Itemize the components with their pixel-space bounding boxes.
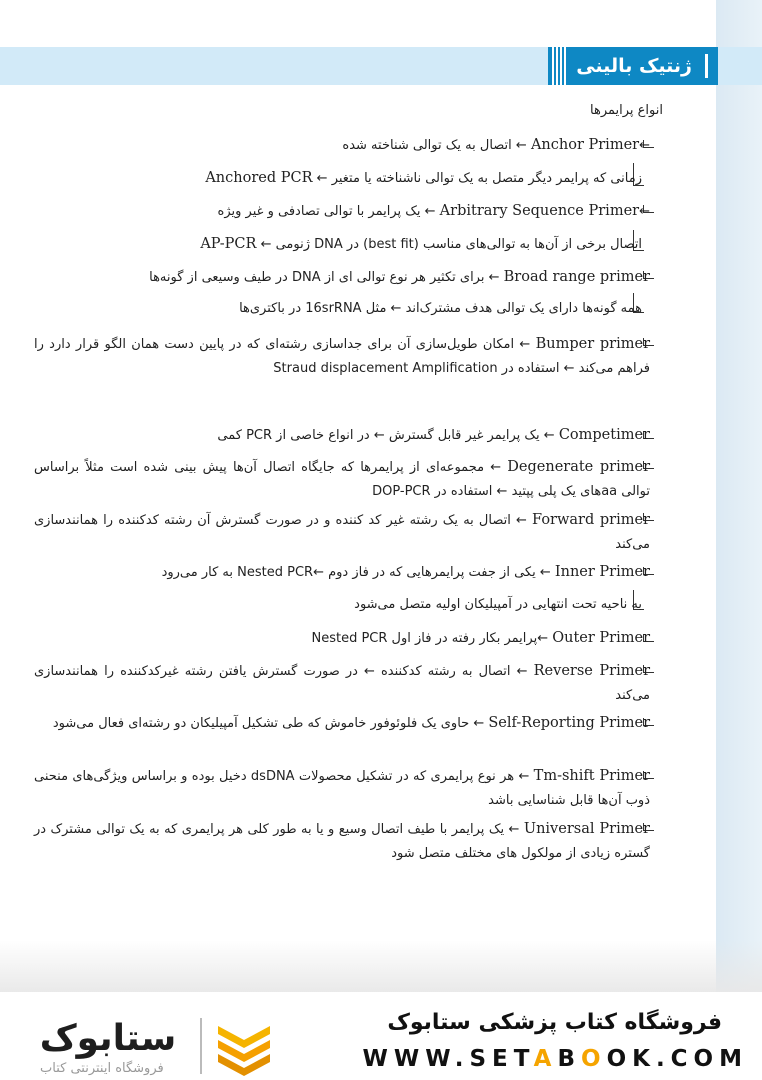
- definition: ← امکان طویل‌سازی آن برای جداسازی رشته‌ای که در پایین دست همان الگو قرار دارد را فراهم می‌کند ← استفاده در Straud displacement Amplification: [34, 337, 650, 376]
- entry-competimer: [34, 423, 650, 448]
- term: Inner Primer: [554, 564, 650, 580]
- term: Universal Primer: [523, 821, 650, 837]
- definition: ← یک پرایمر با توالی تصادفی و غیر ویژه: [217, 204, 436, 219]
- term: Bumper primer: [535, 336, 651, 352]
- chapter-title: ژنتیک بالینی: [576, 55, 692, 77]
- definition: اتصال برخی از آن‌ها به توالی‌های مناسب (best fit) در DNA ژنومی ←: [260, 237, 642, 252]
- definition: ← مجموعه‌ای از پرایمرها که جایگاه اتصال آن‌ها پیش بینی شده است مثلاً براساس توالی aaهای یک پلی پپتید ← استفاده در DOP-PCR: [34, 460, 650, 499]
- entry-ap-pcr: [34, 232, 642, 257]
- entry-reverse-primer: [34, 659, 650, 708]
- term: AP-PCR: [200, 236, 257, 252]
- term: Anchored PCR: [205, 170, 313, 186]
- arrow-icon: ←: [639, 138, 650, 153]
- definition: ←پرایمر بکار رفته در فاز اول Nested PCR: [311, 631, 549, 646]
- url-accent: O: [581, 1046, 607, 1072]
- entry-inner-primer: [34, 560, 650, 585]
- definition: ← اتصال به یک رشته غیر کد کننده و در صورت گسترش آن رشته کدکننده را همانندسازی می‌کند: [34, 513, 650, 552]
- definition: ← یکی از جفت پرایمرهایی که در فاز دوم ←Nested PCR به کار می‌رود: [161, 565, 551, 580]
- section-title: انواع پرایمرها: [590, 103, 663, 118]
- definition: ← یک پرایمر با طیف اتصال وسیع و یا به طور کلی هر پرایمری که به یک توالی مشترک در گستره زیادی از مولکول های مختلف متصل شود: [34, 822, 650, 861]
- definition: زمانی که پرایمر دیگر متصل به یک توالی ناشناخته یا متغیر: [331, 171, 642, 186]
- term: Self-Reporting Primer: [488, 715, 650, 731]
- definition: ← اتصال به رشته کدکننده ← در صورت گسترش یافتن رشته غیرکدکننده را همانندسازی می‌کند: [34, 664, 650, 703]
- term: Reverse Primer: [533, 663, 651, 679]
- definition: ← یک پرایمر غیر قابل گسترش ← در انواع خاصی از PCR کمی: [217, 428, 555, 443]
- term: Outer Primer: [552, 630, 650, 646]
- entry-broad-range-primer: [34, 265, 650, 290]
- arrow-icon: ←: [639, 204, 650, 219]
- url-accent: A: [533, 1046, 558, 1072]
- store-url-link[interactable]: [363, 1046, 749, 1072]
- term: Tm-shift Primer: [533, 768, 650, 784]
- definition: همه گونه‌ها دارای یک توالی هدف مشترک‌اند ← مثل 16srRNA در باکتری‌ها: [239, 301, 642, 316]
- definition: ← برای تکثیر هر نوع توالی ای از DNA در طیف وسیعی از گونه‌ها: [149, 270, 500, 285]
- entry-outer-primer: [34, 626, 650, 651]
- term: Competimer: [558, 427, 650, 443]
- entry-bumper-primer: [34, 332, 650, 381]
- entry-self-reporting-primer: [34, 711, 650, 736]
- store-name: فروشگاه کتاب پزشکی ستابوک: [387, 1010, 722, 1035]
- logo-subtitle: فروشگاه اینترنتی کتاب: [40, 1061, 164, 1076]
- entry-degenerate-primer: [34, 455, 650, 504]
- entry-inner-primer-sub: [34, 593, 642, 617]
- footer-fade: [0, 940, 762, 995]
- entry-forward-primer: [34, 508, 650, 557]
- definition: ← هر نوع پرایمری که در تشکیل محصولات dsDNA دخیل بوده و براساس ویژگی‌های منحنی ذوب آن‌ها قابل شناسایی باشد: [34, 769, 650, 808]
- entry-tm-shift-primer: [34, 764, 650, 813]
- term: Anchor Primer: [530, 137, 640, 153]
- definition: ← اتصال به یک توالی شناخته شده: [342, 138, 527, 153]
- url-part: B: [557, 1046, 581, 1072]
- entry-arbitrary-primer: [34, 199, 650, 224]
- term: Degenerate primer: [507, 459, 651, 475]
- term: Broad range primer: [503, 269, 650, 285]
- arrow-icon: ←: [316, 171, 328, 186]
- definition: به ناحیه تحت انتهایی در آمپیلیکان اولیه متصل می‌شود: [354, 597, 642, 612]
- definition: ← حاوی یک فلوئوفور خاموش که طی تشکیل آمپیلیکان دو رشته‌ای فعال می‌شود: [52, 716, 485, 731]
- logo-wordmark: ستابوک: [39, 1018, 177, 1059]
- url-part: WWW.SET: [362, 1046, 534, 1072]
- entry-universal-primer: [34, 817, 650, 866]
- entry-anchored-pcr: [34, 166, 642, 191]
- term: Arbitrary Sequence Primer: [439, 203, 640, 219]
- entry-anchor-primer: [34, 133, 650, 158]
- entry-16srrna: [34, 297, 642, 321]
- url-part: OK.COM: [606, 1046, 748, 1072]
- term: Forward primer: [532, 512, 650, 528]
